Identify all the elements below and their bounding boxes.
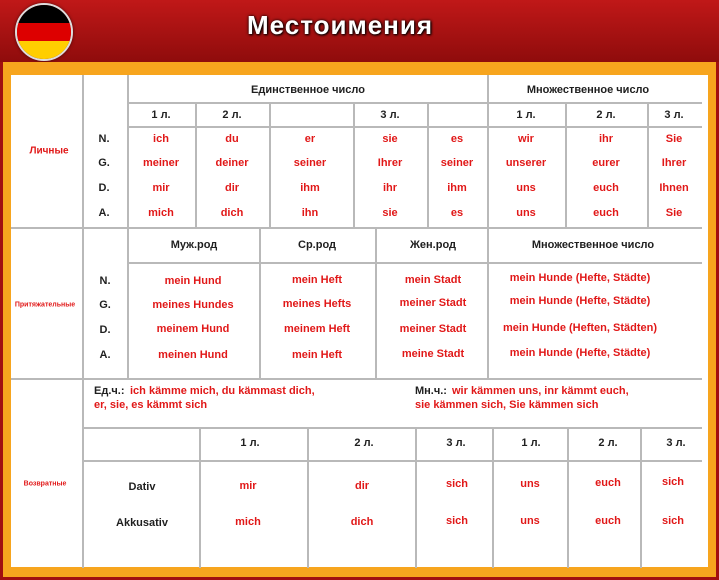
gender-header: Муж.род (170, 239, 218, 251)
personal-pronoun-cell: Ihnen (659, 182, 689, 194)
possessive-pronoun-cell: meiner Stadt (399, 323, 467, 335)
section-label-possessive: Притяжательные (14, 301, 76, 309)
case-label: N. (98, 133, 110, 145)
personal-pronoun-cell: du (225, 133, 239, 145)
personal-pronoun-cell: seiner (440, 157, 474, 169)
personal-pronoun-cell: eurer (592, 157, 620, 169)
grid-line (307, 427, 309, 568)
grid-line (415, 427, 417, 568)
grid-line (647, 102, 649, 227)
case-label: N. (99, 275, 111, 287)
grid-line (640, 427, 642, 568)
grid-line (199, 427, 201, 568)
personal-pronoun-cell: ihn (301, 207, 319, 219)
reflexive-pronoun-cell: sich (661, 515, 685, 527)
possessive-pronoun-cell: meines Hefts (282, 298, 352, 310)
person-header: 1 л. (516, 109, 536, 121)
possessive-pronoun-cell: meinem Hund (156, 323, 230, 335)
possessive-pronoun-cell: mein Hunde (Heften, Städten) (502, 322, 658, 334)
grid-line (127, 126, 702, 128)
section-divider (11, 227, 702, 229)
possessive-pronoun-cell: mein Hunde (Hefte, Städte) (509, 347, 651, 359)
singular-note-label: Ед.ч.: (94, 385, 125, 397)
grid-line (353, 102, 355, 227)
possessive-pronoun-cell: mein Heft (291, 274, 343, 286)
personal-pronoun-cell: sie (382, 133, 398, 145)
singular-header: Единственное число (251, 84, 365, 96)
plural-note: wir kämmen uns, inr kämmt euch, (452, 385, 629, 397)
grid-line (487, 227, 489, 378)
person-header: 2 л. (222, 109, 242, 121)
personal-pronoun-cell: Ihrer (661, 157, 687, 169)
person-header: 3 л. (446, 437, 466, 449)
possessive-pronoun-cell: mein Stadt (404, 274, 462, 286)
header-bar (0, 0, 719, 62)
person-header: 1 л. (151, 109, 171, 121)
grid-line (567, 427, 569, 568)
grid-line (492, 427, 494, 568)
personal-pronoun-cell: deiner (215, 157, 249, 169)
singular-note: ich kämme mich, du kämmast dich, (130, 385, 315, 397)
personal-pronoun-cell: es (450, 207, 464, 219)
reflexive-pronoun-cell: euch (595, 515, 621, 527)
possessive-pronoun-cell: mein Hunde (Hefte, Städte) (509, 295, 651, 307)
reflexive-pronoun-cell: dir (354, 480, 370, 492)
singular-note: er, sie, es kämmt sich (94, 399, 208, 411)
gender-header: Жен.род (409, 239, 457, 251)
grid-line (82, 427, 702, 429)
grid-line (565, 102, 567, 227)
grid-line (82, 460, 702, 462)
person-header: 3 л. (666, 437, 686, 449)
reflexive-pronoun-cell: uns (520, 515, 540, 527)
personal-pronoun-cell: ihm (447, 182, 467, 194)
personal-pronoun-cell: ihr (598, 133, 614, 145)
reflexive-pronoun-cell: sich (661, 476, 685, 488)
grid-line (127, 102, 702, 104)
personal-pronoun-cell: mir (152, 182, 170, 194)
personal-pronoun-cell: ihm (300, 182, 320, 194)
person-header: 2 л. (598, 437, 618, 449)
personal-pronoun-cell: uns (516, 207, 536, 219)
case-label: G. (99, 299, 111, 311)
personal-pronoun-cell: euch (593, 207, 619, 219)
gender-header: Множественное число (531, 239, 655, 251)
person-header: 1 л. (240, 437, 260, 449)
possessive-pronoun-cell: mein Hund (164, 275, 222, 287)
personal-pronoun-cell: mich (148, 207, 174, 219)
table-frame (3, 62, 716, 577)
personal-pronoun-cell: uns (516, 182, 536, 194)
case-label: D. (99, 324, 111, 336)
person-header: 1 л. (521, 437, 541, 449)
person-header: 3 л. (664, 109, 684, 121)
personal-pronoun-cell: seiner (293, 157, 327, 169)
plural-note: sie kämmen sich, Sie kämmen sich (415, 399, 599, 411)
possessive-pronoun-cell: meinen Hund (158, 349, 228, 361)
grid-line (375, 227, 377, 378)
reflexive-pronoun-cell: sich (445, 515, 469, 527)
case-label: A. (98, 207, 110, 219)
grid-line (195, 102, 197, 227)
grid-line (259, 227, 261, 378)
grid-line (127, 262, 702, 264)
personal-pronoun-cell: es (450, 133, 464, 145)
personal-pronoun-cell: wir (518, 133, 534, 145)
grid-line (269, 102, 271, 227)
plural-note-label: Мн.ч.: (415, 385, 447, 397)
possessive-pronoun-cell: mein Hunde (Hefte, Städte) (509, 272, 651, 284)
section-label-reflexive: Возвратные (23, 480, 67, 488)
case-label: Akkusativ (116, 517, 168, 529)
personal-pronoun-cell: er (304, 133, 316, 145)
possessive-pronoun-cell: meines Hundes (152, 299, 234, 311)
personal-pronoun-cell: unserer (505, 157, 547, 169)
reflexive-pronoun-cell: uns (520, 478, 540, 490)
grid-line (487, 102, 489, 227)
personal-pronoun-cell: sie (382, 207, 398, 219)
personal-pronoun-cell: ich (153, 133, 169, 145)
possessive-pronoun-cell: meine Stadt (401, 348, 465, 360)
section-label-personal: Личные (29, 145, 69, 157)
personal-pronoun-cell: dich (220, 207, 244, 219)
personal-pronoun-cell: Sie (665, 207, 683, 219)
reflexive-pronoun-cell: sich (445, 478, 469, 490)
person-header: 2 л. (354, 437, 374, 449)
case-label: G. (98, 157, 110, 169)
case-label: A. (99, 349, 111, 361)
possessive-pronoun-cell: meinem Heft (283, 323, 351, 335)
personal-pronoun-cell: meiner (142, 157, 180, 169)
reflexive-pronoun-cell: mir (239, 480, 257, 492)
personal-pronoun-cell: Ihrer (377, 157, 403, 169)
reflexive-pronoun-cell: euch (595, 477, 621, 489)
gender-header: Ср.род (298, 239, 336, 251)
personal-pronoun-cell: euch (593, 182, 619, 194)
possessive-pronoun-cell: mein Heft (291, 349, 343, 361)
grid-line (82, 75, 84, 568)
person-header: 3 л. (380, 109, 400, 121)
personal-pronoun-cell: ihr (382, 182, 398, 194)
page-title: Местоимения (246, 10, 434, 40)
section-divider (11, 378, 702, 380)
reflexive-pronoun-cell: dich (350, 516, 374, 528)
grid-line (427, 102, 429, 227)
reflexive-pronoun-cell: mich (235, 516, 261, 528)
pronoun-table (11, 75, 708, 567)
personal-pronoun-cell: dir (224, 182, 240, 194)
case-label: D. (98, 182, 110, 194)
personal-pronoun-cell: Sie (665, 133, 683, 145)
plural-header: Множественное число (526, 84, 650, 96)
possessive-pronoun-cell: meiner Stadt (399, 297, 467, 309)
person-header: 2 л. (596, 109, 616, 121)
case-label: Dativ (128, 481, 156, 493)
